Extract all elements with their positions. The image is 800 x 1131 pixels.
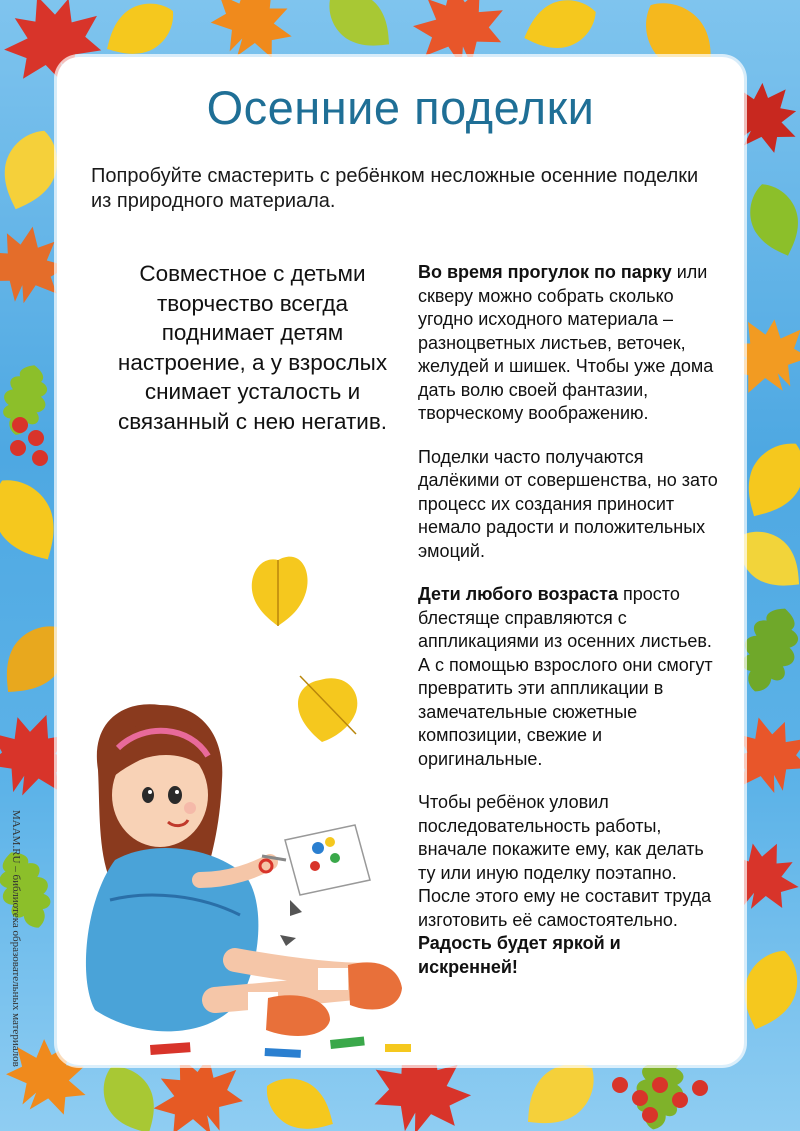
page-title: Осенние поделки bbox=[206, 81, 595, 134]
intro-text: Попробуйте смастерить с ребёнком несложные осенние поделки из природного материала. bbox=[91, 165, 699, 212]
paragraph bbox=[418, 583, 723, 771]
paragraph-text: Поделки часто получаются далёкими от совершенства, но зато процесс их создания приносит немало радости и положительных эмоций. bbox=[418, 446, 718, 561]
paragraph-bold-end: Радость будет яркой и искренней! bbox=[418, 933, 621, 977]
right-column bbox=[418, 261, 723, 999]
paragraph-text: просто блестяще справляются с аппликациями из осенних листьев. А с помощью взрослого они смогут превратить эти аппликации в замечательные сюжетные композиции, свежие и оригинальные. bbox=[418, 584, 713, 769]
paragraph-text: или скверу можно собрать сколько угодно исходного материала – разноцветных листьев, веточек, желудей и шишек. Чтобы уже дома дать волю своей фантазии, творческому воображению. bbox=[418, 262, 714, 423]
left-quote: Совместное с детьми творчество всегда поднимает детям настроение, а у взрослых снимает усталость и связанный с нею негатив. bbox=[117, 261, 388, 434]
paragraph-bold-lead: Во время прогулок по парку bbox=[418, 262, 672, 282]
paragraph-bold-lead: Дети любого возраста bbox=[418, 584, 619, 604]
paragraph-text: Чтобы ребёнок уловил последовательность работы, вначале покажите ему, как делать ту или иную поделку поэтапно. После этого ему не составит труда изготовить её самостоятельно. bbox=[418, 792, 712, 930]
paragraph bbox=[418, 791, 723, 979]
watermark: MAAM.RU – библиотека образовательных материалов bbox=[10, 810, 22, 1067]
paragraph bbox=[418, 446, 723, 564]
paragraph bbox=[418, 261, 723, 426]
